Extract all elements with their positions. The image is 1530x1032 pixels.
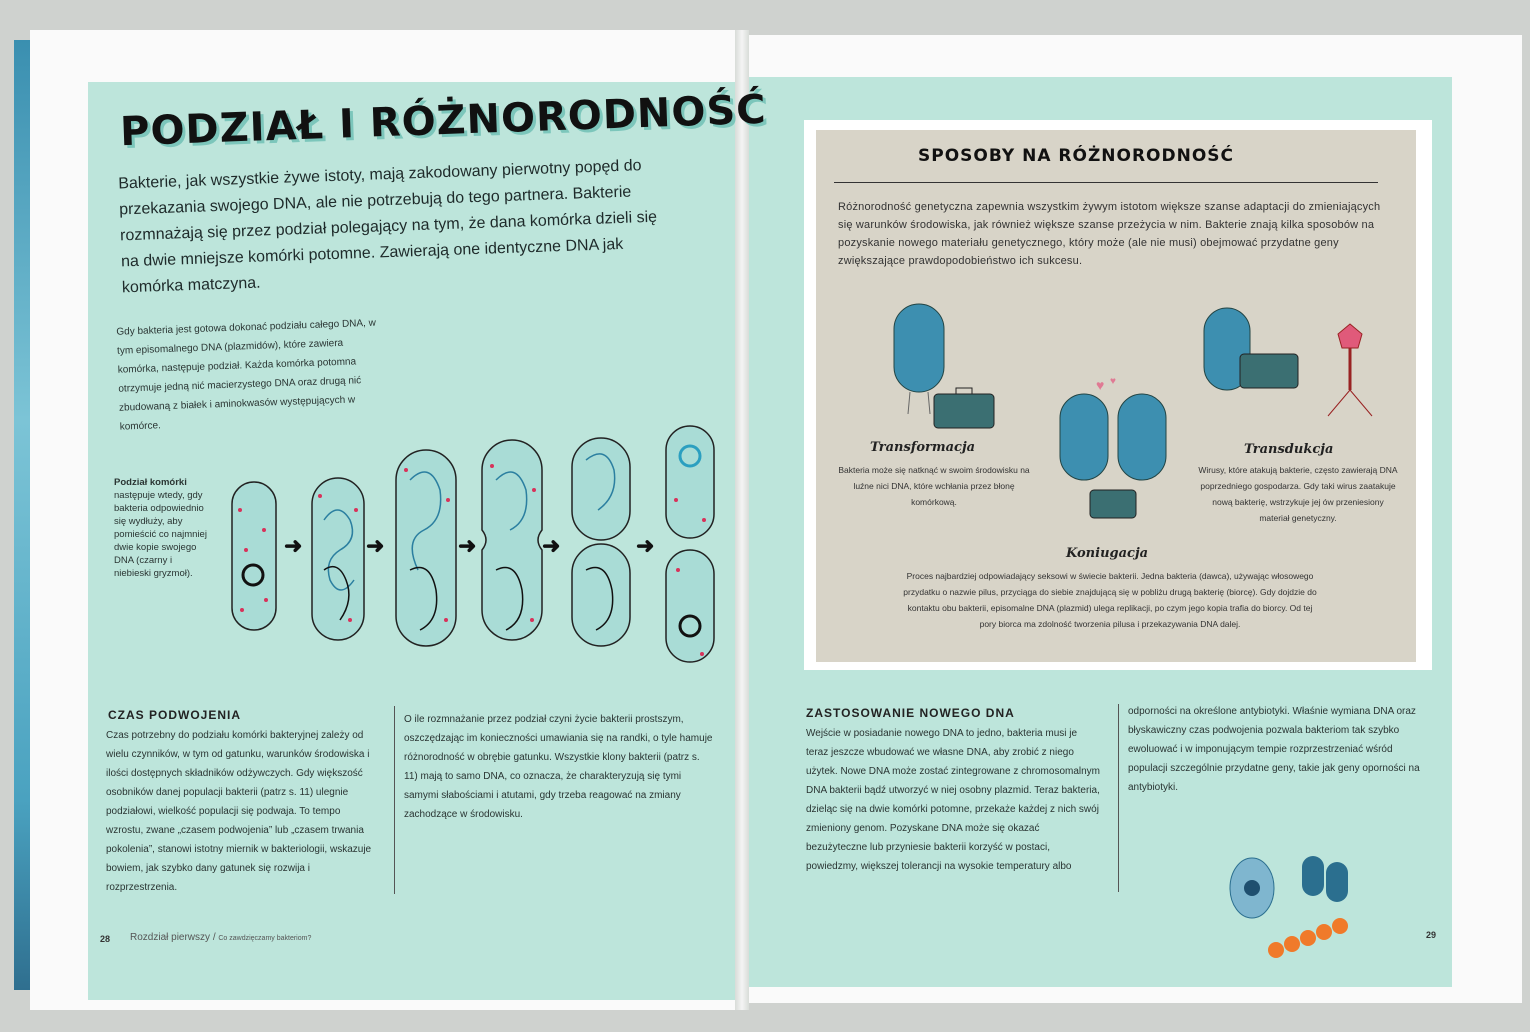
virus-icon <box>1328 324 1372 416</box>
new-dna-column-2: odporności na określone antybiotyki. Właśnie wymiana DNA oraz błyskawiczny czas podwojenia pozwala bakteriom tak szybko ewoluować i w imponującym tempie rozprzestrzeniać wśród populacji szczególnie przydatne geny, takie jak geny oporności na antybiotyki. <box>1128 706 1420 793</box>
bottom-decoration <box>1226 852 1366 962</box>
page-number-right: 29 <box>1426 930 1437 940</box>
footer-chapter: Rozdział pierwszy <box>130 932 211 943</box>
page-number-left: 28 <box>100 934 111 944</box>
heart-icon: ♥ <box>1110 376 1116 387</box>
method-desc-conjugation: Proces najbardziej odpowiadający seksowi w świecie bakterii. Jedna bakteria (dawca), używając włosowego przydatku o nazwie pilus, przyciąga do siebie znajdującą się w pobliżu drugą bakterię (biorcę). Gdy dojdzie do kontaktu obu bakterii, episomalne DNA (plazmid) ulega replikacji, po czym jego kopia trafia do biorcy. Od tej pory biorca ma zdolność tworzenia pilusa i przekazywania DNA dalej. <box>903 571 1317 629</box>
suitcase-icon <box>1090 490 1136 518</box>
bacterium-icon <box>572 438 630 646</box>
arrow-right-icon: ➜ <box>458 533 477 558</box>
suitcase-icon <box>1240 354 1298 388</box>
doubling-column-1: Czas potrzebny do podziału komórki bakteryjnej zależy od wielu czynników, w tym od gatunku, warunków środowiska i ilości dostępnych składników odżywczych. Gdy większość osobników danej populacji bakterii (patrz s. 11) ulegnie podziałowi, wielkość populacji się podwaja. To tempo wzrostu, zwane „czasem podwojenia” lub „czasem trwania pokolenia”, stanowi istotny miernik w bakteriologii, wskazuje bowiem, jak szybko dany gatunek się rozwija i rozprzestrzenia. <box>106 730 372 893</box>
arrow-right-icon: ➜ <box>284 533 303 558</box>
method-title-conjugation: Koniugacja <box>1066 546 1149 561</box>
box-title-rule <box>834 182 1378 183</box>
bacterium-icon <box>482 440 542 640</box>
box-title: SPOSOBY NA RÓŻNORODNOŚĆ <box>918 146 1235 166</box>
bacterium-icon <box>1230 858 1274 918</box>
bacterium-icon <box>666 426 714 662</box>
arrow-right-icon: ➜ <box>636 533 655 558</box>
cell-caption-text: następuje wtedy, gdy bakteria odpowiednio się wydłuży, aby pomieścić co najmniej dwie kopie swojego DNA (czarny i niebieski gryzmoł). <box>114 490 207 579</box>
section-heading-doubling: CZAS PODWOJENIA <box>108 708 242 722</box>
cell-division-diagram <box>220 420 720 670</box>
arrow-right-icon: ➜ <box>542 533 561 558</box>
method-desc-transformation: Bakteria może się natknąć w swoim środowisku na luźne nici DNA, które wchłania przez błonę komórkową. <box>838 465 1030 507</box>
book-spine <box>735 30 749 1010</box>
heart-icon: ♥ <box>1096 377 1105 393</box>
footer-separator: / <box>212 932 216 943</box>
cell-division-caption <box>114 476 210 580</box>
method-title-transformation: Transformacja <box>870 440 976 455</box>
arrow-right-icon: ➜ <box>366 533 385 558</box>
method-desc-transduction: Wirusy, które atakują bakterie, często zawierają DNA poprzedniego gospodarza. Gdy taki wirus zaatakuje nową bakterię, wstrzykuje jej ów przeniesiony materiał genetyczny. <box>1198 465 1398 523</box>
intro-paragraph: Bakterie, jak wszystkie żywe istoty, mają zakodowany pierwotny popęd do przekazania swojego DNA, ale nie potrzebują do tego partnera. Bakterie rozmnażają się przez podział polegający na tym, że dana komórka dzieli się na dwie mniejsze komórki potomne. Zawierają one identyczne DNA jak komórka matczyna. <box>118 157 658 297</box>
footer-subtitle: Co zawdzięczamy bakteriom? <box>218 935 312 942</box>
bacterium-icon <box>312 478 364 640</box>
bacterium-icon <box>232 482 276 630</box>
bacterium-icon <box>1268 918 1348 958</box>
suitcase-icon <box>934 388 994 428</box>
section-heading-new-dna: ZASTOSOWANIE NOWEGO DNA <box>806 706 1015 720</box>
bacterium-icon <box>1060 394 1166 480</box>
column-divider <box>394 706 395 894</box>
page-title: PODZIAŁ I RÓŻNORODNOŚĆ <box>119 86 768 156</box>
new-dna-column-1: Wejście w posiadanie nowego DNA to jedno, bakteria musi je teraz jeszcze wbudować we własne DNA, aby zrobić z niego użytek. Nowe DNA może zostać zintegrowane z chromosomalnym DNA bakterii bądź utworzyć w niej osobny plazmid. Teraz bakteria, dzieląc się na dwie komórki potomne, przekaże każdej z nich swój zmieniony genom. Pozyskane DNA może się okazać bezużyteczne lub przyniesie bakterii korzyść w postaci, powiedzmy, większej tolerancji na wysokie temperatury albo <box>806 728 1101 872</box>
method-title-transduction: Transdukcja <box>1244 442 1334 457</box>
cell-caption-heading: Podział komórki <box>114 477 187 488</box>
division-note: Gdy bakteria jest gotowa dokonać podziału całego DNA, w tym episomalnego DNA (plazmidów), które zawiera komórka, następuje podział. Każda komórka potomna otrzymuje jedną nić macierzystego DNA oraz drugą nić zbudowaną z białek i aminokwasów występujących w komórce. <box>116 317 377 433</box>
box-intro: Różnorodność genetyczna zapewnia wszystkim żywym istotom większe szanse adaptacji do zmieniających się warunków środowiska, jak również większe szanse przeżycia w nim. Bakterie znają kilka sposobów na pozyskanie nowego materiału genetycznego, który może (ale nie musi) obejmować przydatne geny zwiększające prawdopodobieństwo ich sukcesu. <box>838 201 1381 267</box>
column-divider <box>1118 704 1119 892</box>
doubling-column-2: O ile rozmnażanie przez podział czyni życie bakterii prostszym, oszczędzając im konieczności umawiania się na randki, o tyle hamuje różnorodność w obrębie gatunku. Wszystkie klony bakterii (patrz s. 11) mają to samo DNA, co oznacza, że charakteryzują się tymi samymi słabościami i atutami, gdy trzeba reagować na zmiany zachodzące w środowisku. <box>404 714 713 820</box>
bacterium-icon <box>1302 856 1348 902</box>
bacterium-icon <box>396 450 456 646</box>
footer-running-head <box>130 932 311 943</box>
